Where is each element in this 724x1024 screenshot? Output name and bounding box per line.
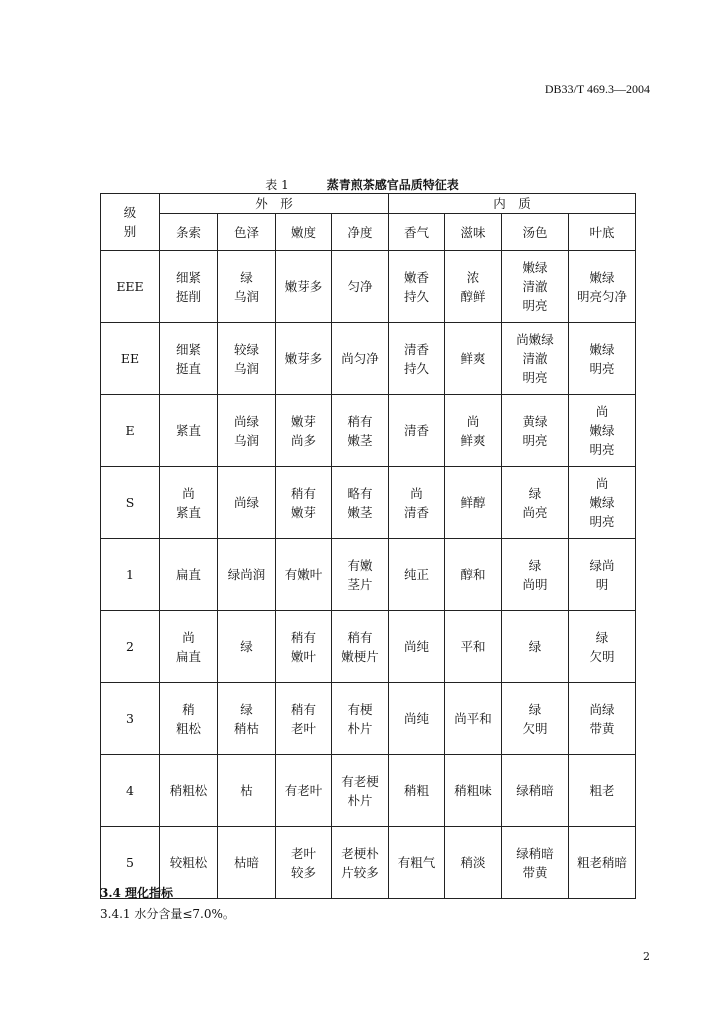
table-cell: 稍有 嫩梗片 [332, 611, 389, 683]
table-row [101, 827, 636, 899]
table-cell: 有老叶 [276, 755, 332, 827]
grade-cell: EEE [101, 251, 160, 323]
table-cell: 尚平和 [445, 683, 502, 755]
table-cell: 尚匀净 [332, 323, 389, 395]
table-cell: 稍有 嫩叶 [276, 611, 332, 683]
table-cell: 有嫩叶 [276, 539, 332, 611]
table-title: 蒸青煎茶感官品质特征表 [326, 178, 459, 192]
table-cell: 清香 [389, 395, 445, 467]
table-row [101, 323, 636, 395]
column-header: 净度 [332, 214, 389, 251]
table-cell: 尚嫩绿 清澈 明亮 [502, 323, 569, 395]
table-cell: 绿稍暗 [502, 755, 569, 827]
column-header: 香气 [389, 214, 445, 251]
table-cell: 尚 嫩绿 明亮 [569, 467, 636, 539]
table-cell: 尚 紧直 [160, 467, 218, 539]
table-cell: 嫩绿 明亮匀净 [569, 251, 636, 323]
table-cell: 绿 [218, 611, 276, 683]
table-cell: 绿尚润 [218, 539, 276, 611]
table-cell: 稍 粗松 [160, 683, 218, 755]
table-cell: 粗老 [569, 755, 636, 827]
table-row [101, 251, 636, 323]
table-cell: 有粗气 [389, 827, 445, 899]
table-cell: 绿 [502, 611, 569, 683]
table-cell: 稍粗味 [445, 755, 502, 827]
table-cell: 尚纯 [389, 683, 445, 755]
table-cell: 稍有 嫩茎 [332, 395, 389, 467]
table-cell: 嫩绿 明亮 [569, 323, 636, 395]
table-cell: 粗老稍暗 [569, 827, 636, 899]
appearance-group-header: 外 形 [160, 194, 389, 214]
table-caption [0, 176, 724, 193]
document-code: DB33/T 469.3—2004 [544, 82, 650, 96]
table-cell: 尚 嫩绿 明亮 [569, 395, 636, 467]
table-cell: 绿 尚亮 [502, 467, 569, 539]
table-cell: 有梗 朴片 [332, 683, 389, 755]
table-cell: 较粗松 [160, 827, 218, 899]
table-cell: 尚 扁直 [160, 611, 218, 683]
section-title: 3.4 理化指标 [100, 886, 174, 900]
table-cell: 稍粗 [389, 755, 445, 827]
table-cell: 纯正 [389, 539, 445, 611]
table-cell: 尚 鲜爽 [445, 395, 502, 467]
table-cell: 绿尚 明 [569, 539, 636, 611]
page-number: 2 [643, 950, 650, 963]
internal-quality-group-header: 内 质 [389, 194, 636, 214]
grade-header: 级 别 [101, 194, 160, 251]
table-cell: 绿 稍枯 [218, 683, 276, 755]
table-cell: 平和 [445, 611, 502, 683]
table-cell: 嫩芽 尚多 [276, 395, 332, 467]
table-cell: 黄绿 明亮 [502, 395, 569, 467]
table-cell: 尚绿 乌润 [218, 395, 276, 467]
table-row [101, 683, 636, 755]
table-cell: 扁直 [160, 539, 218, 611]
table-cell: 有老梗 朴片 [332, 755, 389, 827]
grade-cell: E [101, 395, 160, 467]
column-header: 色泽 [218, 214, 276, 251]
table-row [101, 611, 636, 683]
table-cell: 嫩芽多 [276, 323, 332, 395]
table-cell: 细紧 挺直 [160, 323, 218, 395]
table-cell: 匀净 [332, 251, 389, 323]
table-cell: 稍有 嫩芽 [276, 467, 332, 539]
moisture-content-item: 3.4.1 水分含量≤7.0%。 [100, 907, 235, 921]
grade-cell: 1 [101, 539, 160, 611]
table-cell: 醇和 [445, 539, 502, 611]
table-cell: 稍淡 [445, 827, 502, 899]
table-cell: 尚绿 带黄 [569, 683, 636, 755]
grade-cell: 5 [101, 827, 160, 899]
table-cell: 绿 尚明 [502, 539, 569, 611]
table-cell: 鲜爽 [445, 323, 502, 395]
table-cell: 嫩香 持久 [389, 251, 445, 323]
table-cell: 稍有 老叶 [276, 683, 332, 755]
column-header-row [101, 214, 636, 251]
grade-cell: 3 [101, 683, 160, 755]
table-row [101, 539, 636, 611]
sensory-quality-table [100, 193, 636, 899]
column-header: 条索 [160, 214, 218, 251]
table-cell: 枯 [218, 755, 276, 827]
table-cell: 清香 持久 [389, 323, 445, 395]
table-cell: 嫩芽多 [276, 251, 332, 323]
table-row [101, 467, 636, 539]
grade-cell: EE [101, 323, 160, 395]
table-cell: 绿稍暗 带黄 [502, 827, 569, 899]
table-cell: 较绿 乌润 [218, 323, 276, 395]
column-header: 叶底 [569, 214, 636, 251]
table-cell: 浓 醇鲜 [445, 251, 502, 323]
table-row [101, 395, 636, 467]
table-cell: 枯暗 [218, 827, 276, 899]
table-cell: 绿 欠明 [569, 611, 636, 683]
table-cell: 紧直 [160, 395, 218, 467]
column-header: 嫩度 [276, 214, 332, 251]
grade-cell: 2 [101, 611, 160, 683]
table-cell: 略有 嫩茎 [332, 467, 389, 539]
table-cell: 细紧 挺削 [160, 251, 218, 323]
table-cell: 绿 欠明 [502, 683, 569, 755]
table-cell: 老梗朴 片较多 [332, 827, 389, 899]
table-cell: 尚绿 [218, 467, 276, 539]
table-cell: 尚 清香 [389, 467, 445, 539]
table-number: 表 1 [265, 178, 289, 192]
table-cell: 稍粗松 [160, 755, 218, 827]
table-cell: 绿 乌润 [218, 251, 276, 323]
table-cell: 鲜醇 [445, 467, 502, 539]
table-cell: 老叶 较多 [276, 827, 332, 899]
grade-cell: S [101, 467, 160, 539]
table-cell: 尚纯 [389, 611, 445, 683]
table-cell: 嫩绿 清澈 明亮 [502, 251, 569, 323]
table-cell: 有嫩 茎片 [332, 539, 389, 611]
table-row [101, 755, 636, 827]
column-header: 汤色 [502, 214, 569, 251]
column-header: 滋味 [445, 214, 502, 251]
grade-cell: 4 [101, 755, 160, 827]
